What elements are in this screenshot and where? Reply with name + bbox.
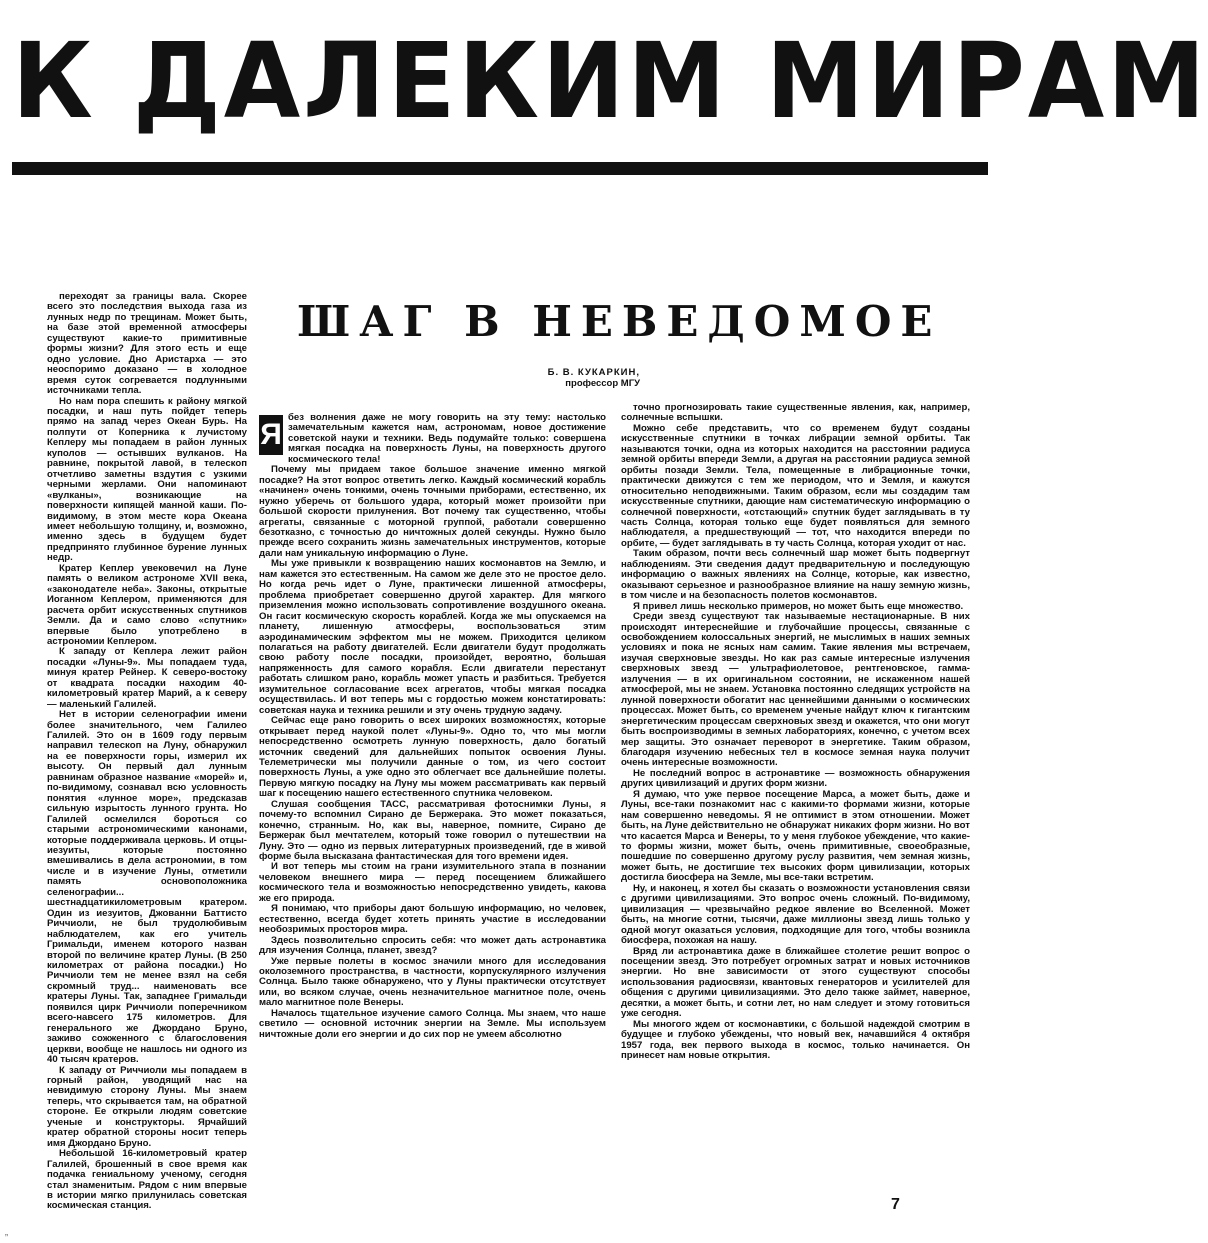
drop-cap: Я bbox=[259, 415, 283, 455]
paragraph: Кратер Кеплер увековечил на Луне память о великом астрономе XVII века, «законодателе неба». Законы, открытые Иоганном Кеплером, применяются для расчета орбит искусственных спутников Земли. Да и само слово «спутник» впервые было употреблено в астрономии Кеплером. bbox=[47, 562, 247, 647]
paragraph: К западу от Кеплера лежит район посадки «Луны-9». Мы попадаем туда, минуя кратер Рейнер. К северо-востоку от квадрата посадки находим 40-километровый кратер Марий, а к северу — маленький Галилей. bbox=[47, 646, 247, 710]
paragraph: Слушая сообщения ТАСС, рассматривая фотоснимки Луны, я почему-то вспомнил Сирано де Бержерака. Это может показаться, конечно, странным. Но, как вы, наверное, помните, Сирано де Бержерак был мечтателем, который тоже говорил о путешествии на Луну. Это — одно из первых литературных произведений, где в живой форме была высказана фантастическая для того времени идея. bbox=[259, 798, 606, 863]
column-3 bbox=[621, 403, 970, 1203]
paragraph: Но нам пора спешить к району мягкой посадки, и наш путь пойдет теперь прямо на запад через Океан Бурь. На полпути от Коперника к лучистому Кеплеру мы попадаем в район лунных куполов — остывших вулканов. На равнине, покрытой лавой, в телескоп отчетливо заметны вздутия с узкими черными жерлами. Они напоминают «вулканы», возникающие на поверхности кипящей манной каши. По-видимому, в этом месте кора Океана имеет небольшую толщину, и, возможно, именно здесь в будущем будет предпринято глубинное бурение лунных недр. bbox=[47, 395, 247, 564]
paragraph: Я думаю, что уже первое посещение Марса, а может быть, даже и Луны, все-таки познакомит нас с какими-то формами жизни, которые нам совершенно неведомы. Я не оптимист в этом отношении. Может быть, на Луне действительно не обнаружат никаких форм жизни. Но вот что касается Марса и Венеры, то у меня глубокое убеждение, что какие-то формы жизни, может быть, очень примитивные, своеобразные, пошедшие по совершенно другому руслу развития, чем земная жизнь, может быть, не достигшие тех высоких форм цивилизации, которых достигла биосфера на Земле, мы все-таки встретим. bbox=[621, 788, 970, 884]
paragraph: Нет в истории селенографии имени более значительного, чем Галилео Галилей. Это он в 1609 году первым направил телескоп на Луну, обнаружил на ее поверхности горы, измерил их высоту. Он первый дал лунным равнинам образное название «морей» и, по-видимому, сознавал всю условность понятия «лунное море», предсказав сильную изрытость лунного грунта. Но Галилей осмелился бороться со старыми астрономическими канонами, которые поддерживала церковь. И отцы-иезуиты, которые постоянно вмешивались в дела астрономии, в том числе и в изучение Луны, отметили память основоположника селенографии... шестнадцатикилометровым кратером. Один из иезуитов, Джованни Баттисто Риччиоли, не был трудолюбивым наблюдателем, как его учитель Гримальди, именем которого назван второй по величине кратер Луны. (В 250 километрах от района посадки.) Но Риччиоли тем не менее взял на себя скромный труд... наименовать все кратеры Луны. Так, западнее Гримальди появился цирк Риччиоли поперечником всего-навсего 175 километров. Для генерального же Джордано Бруно, заживо сожженного с благословения церкви, вообще не нашлось ни одного из 40 тысяч кратеров. bbox=[47, 709, 247, 1066]
paragraph: точно прогнозировать такие существенные явления, как, например, солнечные вспышки. bbox=[621, 402, 970, 424]
page-number: 7 bbox=[891, 1196, 900, 1213]
paragraph: Не последний вопрос в астронавтике — возможность обнаружения других цивилизаций и других форм жизни. bbox=[621, 767, 970, 790]
paragraph: Уже первые полеты в космос значили много для исследования околоземного пространства, в частности, корпускулярного излучения Солнца. Было также обнаружено, что у Луны практически отсутствует или, во всяком случае, очень незначительное магнитное поле, очень мало магнитное поле Венеры. bbox=[259, 955, 606, 1009]
article-author: Б. В. КУКАРКИН, bbox=[547, 367, 640, 378]
headline-rule bbox=[12, 162, 988, 175]
headline: К ДАЛЕКИМ МИРАМ bbox=[12, 20, 1208, 142]
paragraph: Можно себе представить, что со временем будут созданы искусственные спутники в точках либрации земной орбиты. Так называются точки, одна из которых находится на расстоянии радиуса земной орбиты впереди Земли, а другая на расстоянии радиуса земной орбиты позади Земли. Тела, помещенные в либрационные точки, практически движутся с тем же периодом, что и Земля, и кажутся относительно неподвижными. Таким образом, если мы создадим там искусственные спутники, дающие нам систематическую информацию о солнечной поверхности, «отстающий» спутник будет заглядывать в ту часть Солнца, которая только еще будет появляться для земного наблюдателя, а предшествующий — тот, что находится впереди по орбите, — будет заглядывать в ту часть Солнца, которая уходит от нас. bbox=[621, 422, 970, 549]
column-2 bbox=[259, 413, 606, 1193]
paragraph: Сейчас еще рано говорить о всех широких возможностях, которые открывает перед наукой полет «Луны-9». Одно то, что мы могли непосредственно осмотреть лунную поверхность, дало богатый источник сведений для дальнейших попыток освоения Луны. Телеметрически мы получили данные о том, из чего состоит поверхность Луны, а уже одно это облегчает все дальнейшие полеты. Первую мягкую посадку на Луну мы можем рассматривать как первый шаг к посещению нашего естественного спутника человеком. bbox=[259, 715, 606, 800]
paragraph: Я привел лишь несколько примеров, но может быть еще множество. bbox=[633, 600, 964, 612]
paragraph: Таким образом, почти весь солнечный шар может быть подвергнут наблюдениям. Эти сведения дадут предварительную и последующую информацию о важных явлениях на Солнце, которые, как известно, оказывают серьезное и разнообразное влияние на нашу земную жизнь, в том числе и на безопасность полетов космонавтов. bbox=[621, 548, 970, 602]
column-1 bbox=[47, 291, 247, 1212]
paragraph: переходят за границы вала. Скорее всего это последствия выхода газа из лунных недр по трещинам. Может быть, на базе этой временной атмосферы существуют какие-то примитивные формы жизни? Для этого есть и еще одно условие. Дно Аристарха — это неоспоримо доказано — в холодное время суток согревается подлунными источниками тепла. bbox=[47, 291, 247, 397]
paragraph: Вряд ли астронавтика даже в ближайшее столетие решит вопрос о посещении звезд. Это потребует огромных затрат и новых источников энергии. Но вне зависимости от этого существуют способы использования радиосвязи, квантовых генераторов и усилителей для общения с другими цивилизациями. Это дело также займет, наверное, десятки, а может быть, и сотни лет, но нам следует и этому готовиться уже сегодня. bbox=[621, 945, 970, 1020]
paragraph: Здесь позволительно спросить себя: что может дать астронавтика для изучения Солнца, планет, звезд? bbox=[259, 934, 606, 957]
article-title: ШАГ В НЕВЕДОМОЕ bbox=[297, 297, 942, 346]
margin-mark: „ bbox=[5, 1227, 8, 1237]
paragraph: И вот теперь мы стоим на грани изумительного этапа в познании человеком внешнего мира — перед посещением ближайшего космического тела и возможностью непосредственно увидеть, какова же его природа. bbox=[259, 861, 606, 904]
paragraph: без волнения даже не могу говорить на эту тему: настолько замечательным кажется нам, астрономам, новое достижение советской науки и техники. Ведь подумайте только: совершена мягкая посадка на поверхность Луны, на поверхность другого космического тела! bbox=[288, 412, 606, 465]
paragraph: Я понимаю, что приборы дают большую информацию, но человек, естественно, всегда будет хотеть принять участие в исследовании необозримых просторов мира. bbox=[259, 903, 606, 936]
paragraph: К западу от Риччиоли мы попадаем в горный район, уводящий нас на невидимую сторону Луны. Мы знаем теперь, что скрывается там, на обратной стороне. Ее открыли людям советские ученые и конструкторы. Ярчайший кратер обратной стороны носит теперь имя Джордано Бруно. bbox=[47, 1064, 247, 1149]
author-title: профессор МГУ bbox=[565, 378, 640, 389]
paragraph: Ну, и наконец, я хотел бы сказать о возможности установления связи с другими цивилизациями. Это вопрос очень сложный. По-видимому, цивилизация — чрезвычайно редкое явление во Вселенной. Может быть, на многие сотни, тысячи, даже миллионы звезд лишь только у одной могут оказаться условия, подходящие для того, чтобы возникла биосфера, похожая на нашу. bbox=[621, 882, 970, 947]
paragraph: Мы уже привыкли к возвращению наших космонавтов на Землю, и нам кажется это естественным. На самом же деле это не простое дело. Но когда речь идет о Луне, практически лишенной атмосферы, проблема приобретает совершенно другой характер. Для мягкого приземления можно использовать сопротивление воздушного океана. Он гасит космическую скорость кораблей. Когда же мы опускаемся на планету, лишенную атмосферы, воспользоваться этим аэродинамическим эффектом мы не можем. Приходится целиком полагаться на работу двигателей. Если двигатели будут продолжать свою работу после посадки, произойдет, вероятно, большая напряженность для самого корабля. Если двигатели перестанут работать слишком рано, корабль может упасть и разбиться. Требуется изумительное согласование всех агрегатов, чтобы мягкая посадка осуществилась. И вот теперь мы с гордостью можем констатировать: советская наука и техника решили и эту очень трудную задачу. bbox=[259, 558, 606, 716]
paragraph: Небольшой 16-километровый кратер Галилей, брошенный в свое время как подачка гениальному ученому, сегодня стал знаменитым. Рядом с ним впервые в истории мягко прилунилась советская космическая станция. bbox=[47, 1148, 247, 1212]
paragraph: Началось тщательное изучение самого Солнца. Мы знаем, что наше светило — основной источник энергии на Земле. Мы используем ничтожные доли его энергии и до сих пор не умеем абсолютно bbox=[259, 1007, 606, 1040]
paragraph: Почему мы придаем такое большое значение именно мягкой посадке? На этот вопрос ответить легко. Каждый космический корабль «начинен» очень тонкими, очень точными приборами, естественно, их нужно уберечь от большого удара, который может произойти при большой скорости прилунения. Вот почему так существенно, чтобы агрегаты, связанные с моторной группой, работали совершенно безотказно, с точностью до ничтожных долей секунды. Нужно было прежде всего сохранить жизнь замечательных инструментов, которые дали нам уникальную информацию о Луне. bbox=[259, 464, 606, 559]
paragraph: Среди звезд существуют так называемые нестационарные. В них происходят интереснейшие и глубочайшие процессы, связанные с освобождением колоссальных энергий, не мыслимых в наших земных условиях и пока не ясных нам самим. Такие явления мы встречаем, изучая сверхновые звезды. Но как раз самые интересные излучения сверхновых звезд — ультрафиолетовое, рентгеновское, гамма-излучения — в их оригинальном состоянии, не искаженном нашей атмосферой, мы не знаем. Установка постоянно следящих устройств на лунной поверхности обогатит нас ценнейшими данными о космических процессах. Может быть, со временем ученые найдут ключ к гигантским энергетическим процессам сверхновых звезд и окажется, что они могут быть воспроизводимы в земных лабораториях, конечно, с учетом всех мер защиты. Это означает переворот в энергетике. Таким образом, благодаря изучению небесных тел в космосе земная наука получит очень интересные возможности. bbox=[621, 611, 970, 769]
paragraph: Мы многого ждем от космонавтики, с большой надеждой смотрим в будущее и глубоко убеждены, что новый век, начавшийся 4 октября 1957 года, век первого выхода в космос, только начинается. Он принесет нам новые открытия. bbox=[621, 1018, 970, 1062]
